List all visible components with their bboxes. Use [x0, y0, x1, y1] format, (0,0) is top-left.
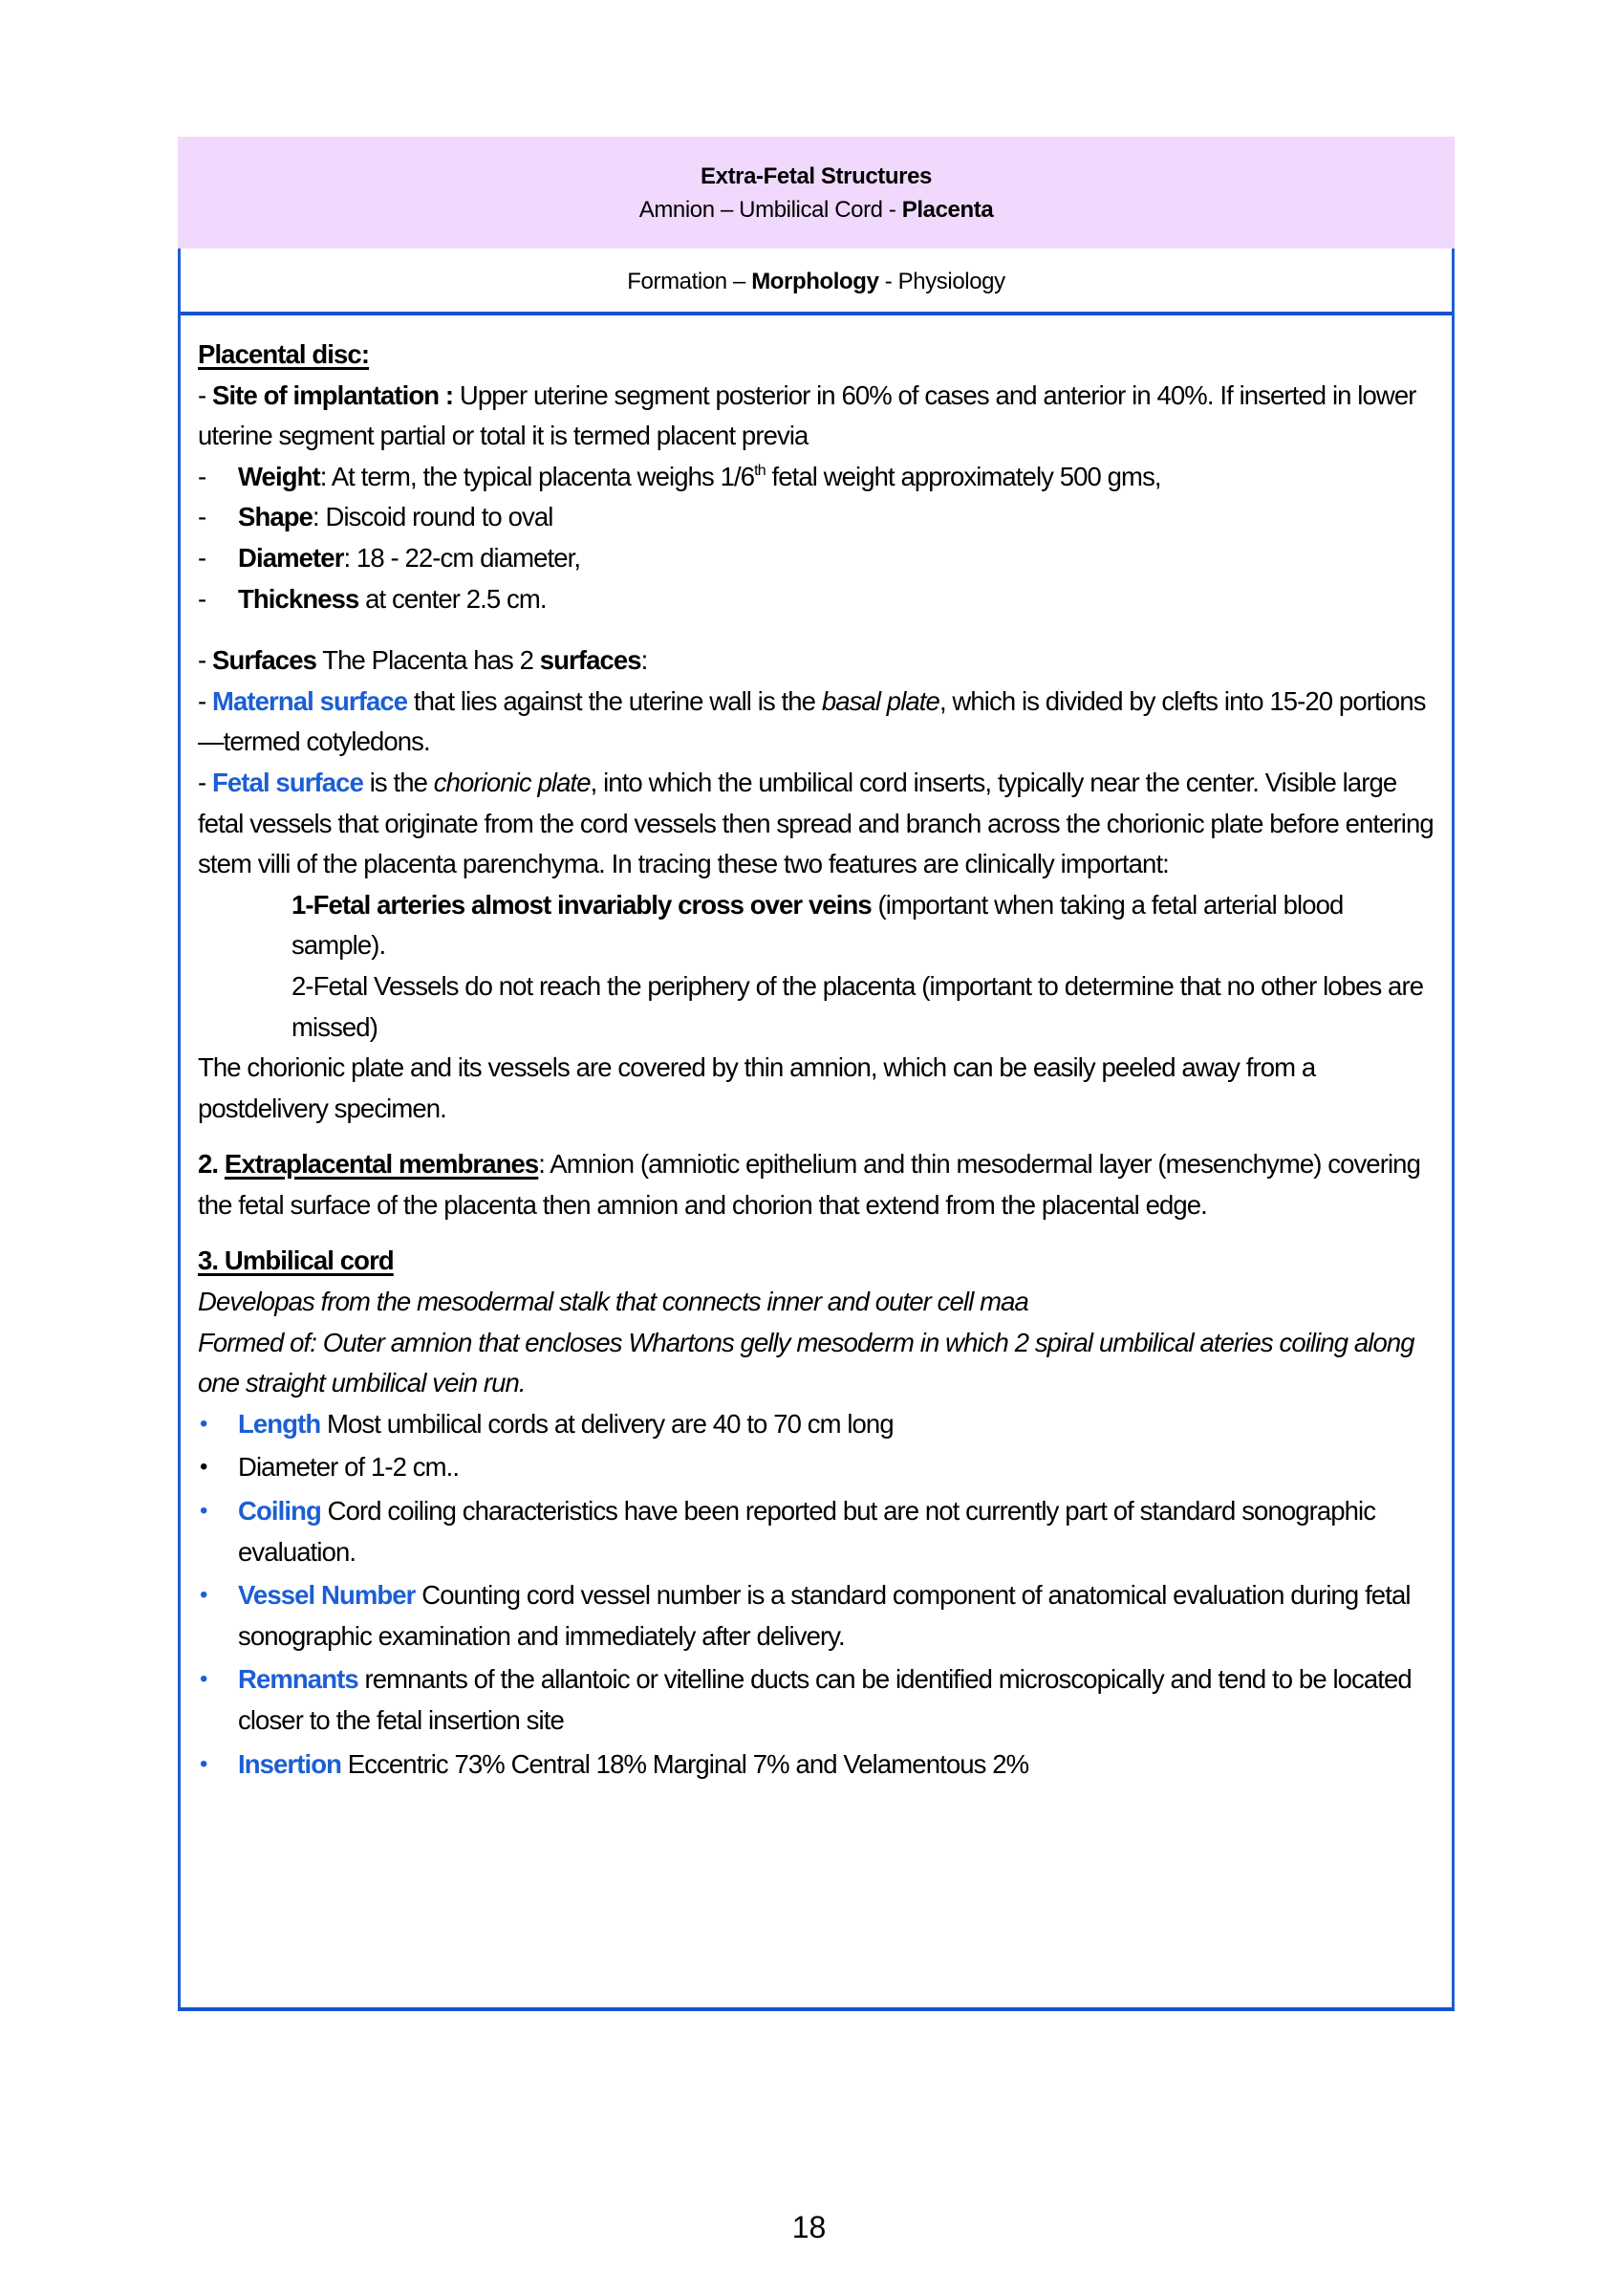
bullet-icon: •: [200, 1410, 207, 1437]
weight-label: Weight: [238, 461, 320, 491]
cord-remnants-label: Remnants: [238, 1664, 358, 1695]
weight-superscript: th: [754, 462, 766, 479]
cord-remnants-text: remnants of the allantoic or vitelline ducts can be identified microscopically and tend to be located closer to the fetal insertion site: [238, 1664, 1412, 1735]
cord-vessel-number-label: Vessel Number: [238, 1580, 416, 1611]
bullet-icon: •: [200, 1582, 207, 1609]
feature-1-text: (important when taking a fetal arterial blood sample).: [291, 889, 1344, 961]
extraplacental-number: 2.: [198, 1149, 225, 1180]
dash-marker: -: [198, 502, 206, 532]
cord-coiling-label: Coiling: [238, 1496, 321, 1527]
cord-coiling-text: Cord coiling characteristics have been reported but are not currently part of standard sonographic evaluation.: [238, 1496, 1376, 1567]
shape-item: [198, 497, 1435, 538]
placental-disc-heading: Placental disc:: [198, 339, 370, 369]
fetal-surface-paragraph: [198, 763, 1435, 885]
spacer: [198, 619, 1435, 640]
site-of-implantation: [198, 376, 1435, 457]
bullet-icon: •: [200, 1498, 207, 1525]
diameter-text: : 18 - 22-cm diameter,: [343, 542, 581, 573]
bullet-icon: •: [200, 1666, 207, 1693]
page-header-band: [178, 137, 1455, 249]
surfaces-label: Surfaces: [212, 645, 316, 676]
spacer: [198, 1129, 1435, 1144]
bullet-icon: •: [200, 1454, 207, 1481]
feature-item-1: [198, 885, 1435, 966]
header-subtitle-current-topic: Placenta: [901, 197, 994, 223]
umbilical-composition-line: Formed of: Outer amnion that encloses Whartons gelly mesoderm in which 2 spiral umbilical ateries coiling along one straight umbilical vein run.: [198, 1327, 1414, 1398]
subheader-physiology: - Physiology: [878, 269, 1005, 294]
fetal-surface-label: Fetal surface: [212, 767, 363, 797]
dash-marker: -: [198, 461, 206, 491]
surfaces-intro: [198, 640, 1435, 682]
site-label: Site of implantation :: [212, 379, 454, 410]
header-subtitle: [178, 193, 1455, 227]
diameter-item: [198, 538, 1435, 579]
maternal-text-2: , which is divided by clefts into 15-20 portions—termed cotyledons.: [198, 685, 1426, 757]
umbilical-origin-line: Developas from the mesodermal stalk that connects inner and outer cell maa: [198, 1287, 1028, 1317]
surfaces-prefix: -: [198, 645, 212, 676]
dash-marker: -: [198, 583, 206, 614]
fetal-prefix: -: [198, 767, 212, 797]
header-title: Extra-Fetal Structures: [701, 163, 932, 189]
feature-1-bold: 1-Fetal arteries almost invariably cross over veins: [291, 889, 872, 920]
cord-vessel-number-text: Counting cord vessel number is a standard component of anatomical evaluation during fetal sonographic examination and immediately after delivery.: [238, 1580, 1411, 1651]
weight-item: [198, 457, 1435, 498]
feature-item-2: [198, 966, 1435, 1048]
shape-label: Shape: [238, 502, 313, 532]
extraplacental-paragraph: [198, 1144, 1435, 1225]
thickness-item: [198, 579, 1435, 620]
header-subtitle-topics: Amnion – Umbilical Cord -: [638, 197, 902, 223]
extraplacental-heading: Extraplacental membranes: [224, 1149, 539, 1180]
maternal-text-1: that lies against the uterine wall is the: [407, 685, 822, 716]
cord-length-text: Most umbilical cords at delivery are 40 to 70 cm long: [320, 1408, 894, 1439]
spacer: [198, 1225, 1435, 1241]
bullet-icon: •: [200, 1750, 207, 1777]
fetal-text-2: , into which the umbilical cord inserts, typically near the center. Visible large fetal vessels that originate from the cord vessels then spread and branch across the chorionic plate before entering stem villi of the placenta parenchyma. In tracing these two features are clinically important:: [198, 767, 1434, 879]
cord-remnants-item: [198, 1659, 1435, 1741]
page-number: 18: [791, 2210, 827, 2244]
chorionic-plate-closing: The chorionic plate and its vessels are covered by thin amnion, which can be easily peeled away from a postdelivery specimen.: [198, 1052, 1316, 1123]
site-prefix: -: [198, 379, 212, 410]
umbilical-cord-heading: 3. Umbilical cord: [198, 1245, 394, 1276]
cord-insertion-item: [198, 1744, 1435, 1786]
weight-text-end: fetal weight approximately 500 gms,: [765, 461, 1161, 491]
thickness-text: at center 2.5 cm.: [358, 583, 547, 614]
body-text: [181, 315, 1452, 1785]
chorionic-plate-term: chorionic plate: [433, 767, 591, 797]
subheader-formation: Formation –: [627, 269, 752, 294]
fetal-text-1: is the: [362, 767, 434, 797]
diameter-label: Diameter: [238, 542, 344, 573]
maternal-surface-label: Maternal surface: [212, 685, 408, 716]
cord-diameter-text: Diameter of 1-2 cm..: [238, 1452, 460, 1483]
cord-length-item: [198, 1404, 1435, 1445]
surfaces-text: The Placenta has 2: [315, 645, 540, 676]
cord-insertion-text: Eccentric 73% Central 18% Marginal 7% and Velamentous 2%: [341, 1748, 1029, 1779]
cord-diameter-item: [198, 1447, 1435, 1488]
feature-2-text: 2-Fetal Vessels do not reach the periphery of the placenta (important to determine that no other lobes are missed): [291, 970, 1424, 1042]
weight-text: : At term, the typical placenta weighs 1/6: [319, 461, 755, 491]
cord-vessel-number-item: [198, 1575, 1435, 1657]
sub-header: [181, 249, 1452, 315]
basal-plate-term: basal plate: [821, 685, 939, 716]
site-text: Upper uterine segment posterior in 60% of cases and anterior in 40%. If inserted in lower uterine segment partial or total it is termed placent previa: [198, 379, 1416, 451]
cord-coiling-item: [198, 1491, 1435, 1572]
cord-insertion-label: Insertion: [238, 1748, 342, 1779]
maternal-surface-paragraph: [198, 682, 1435, 763]
surfaces-label-2: surfaces: [539, 645, 641, 676]
subheader-morphology: Morphology: [751, 269, 879, 294]
maternal-prefix: -: [198, 685, 212, 716]
content-box: [178, 249, 1455, 2011]
surfaces-suffix: :: [640, 645, 648, 676]
extraplacental-text: : Amnion (amniotic epithelium and thin mesodermal layer (mesenchyme) covering the fetal surface of the placenta then amnion and chorion that extend from the placental edge.: [198, 1149, 1420, 1220]
dash-marker: -: [198, 542, 206, 573]
cord-length-label: Length: [238, 1408, 321, 1439]
thickness-label: Thickness: [238, 583, 359, 614]
shape-text: : Discoid round to oval: [313, 502, 553, 532]
